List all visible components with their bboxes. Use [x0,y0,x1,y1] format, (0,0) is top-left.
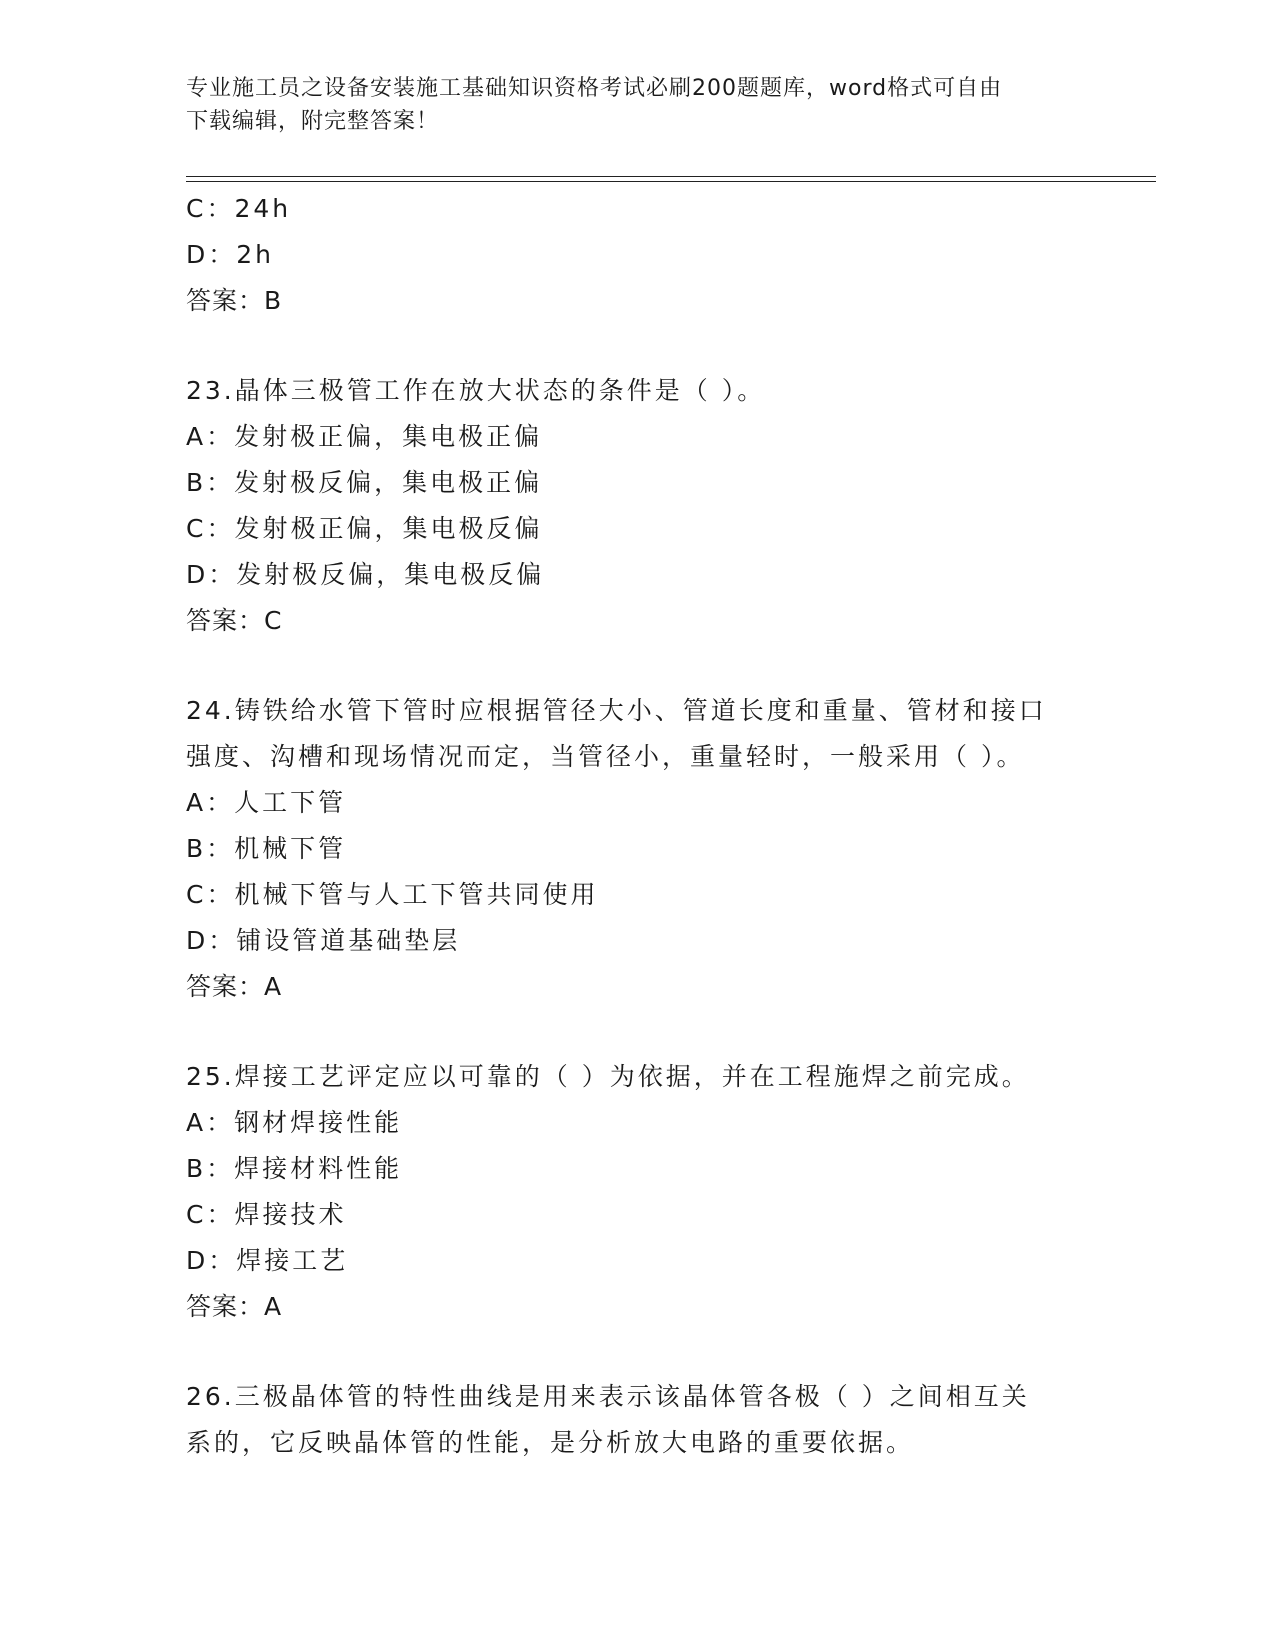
option-d: D：焊接工艺 [186,1246,349,1275]
question-list [186,186,1086,1466]
option-c: C：发射极正偏，集电极反偏 [186,514,543,543]
option-d: D：发射极反偏，集电极反偏 [186,560,545,589]
option-b: B：焊接材料性能 [186,1154,403,1183]
document-header [186,72,1086,138]
option-d: D：铺设管道基础垫层 [186,926,461,955]
question-stem: 23.晶体三极管工作在放大状态的条件是（ ）。 [186,376,766,405]
option-c: C：焊接技术 [186,1200,347,1229]
question-25 [186,1054,1086,1330]
question-stem-line-1: 26.三极晶体管的特性曲线是用来表示该晶体管各极（ ）之间相互关 [186,1382,1030,1411]
option-a: A：发射极正偏，集电极正偏 [186,422,543,451]
option-a: A：人工下管 [186,788,347,817]
question-23 [186,368,1086,644]
header-divider-bottom [186,181,1156,182]
question-stem-line-1: 24.铸铁给水管下管时应根据管径大小、管道长度和重量、管材和接口 [186,696,1047,725]
question-stem-line-2: 系的，它反映晶体管的性能，是分析放大电路的重要依据。 [186,1428,915,1457]
answer: 答案：C [186,606,283,635]
question-stem: 25.焊接工艺评定应以可靠的（ ）为依据，并在工程施焊之前完成。 [186,1062,1030,1091]
option-c: C：24h [186,194,292,223]
question-26 [186,1374,1086,1466]
header-title-line-1: 专业施工员之设备安装施工基础知识资格考试必刷200题题库，word格式可自由 [186,76,1003,101]
option-b: B：机械下管 [186,834,347,863]
answer: 答案：B [186,286,283,315]
question-stem-line-2: 强度、沟槽和现场情况而定，当管径小，重量轻时，一般采用（ ）。 [186,742,1025,771]
option-d: D：2h [186,240,275,269]
option-a: A：钢材焊接性能 [186,1108,403,1137]
option-c: C：机械下管与人工下管共同使用 [186,880,599,909]
question-22-tail [186,186,1086,324]
answer: 答案：A [186,1292,283,1321]
option-b: B：发射极反偏，集电极正偏 [186,468,543,497]
question-24 [186,688,1086,1010]
header-divider-top [186,176,1156,177]
answer: 答案：A [186,972,283,1001]
header-title-line-2: 下载编辑，附完整答案！ [186,109,440,134]
